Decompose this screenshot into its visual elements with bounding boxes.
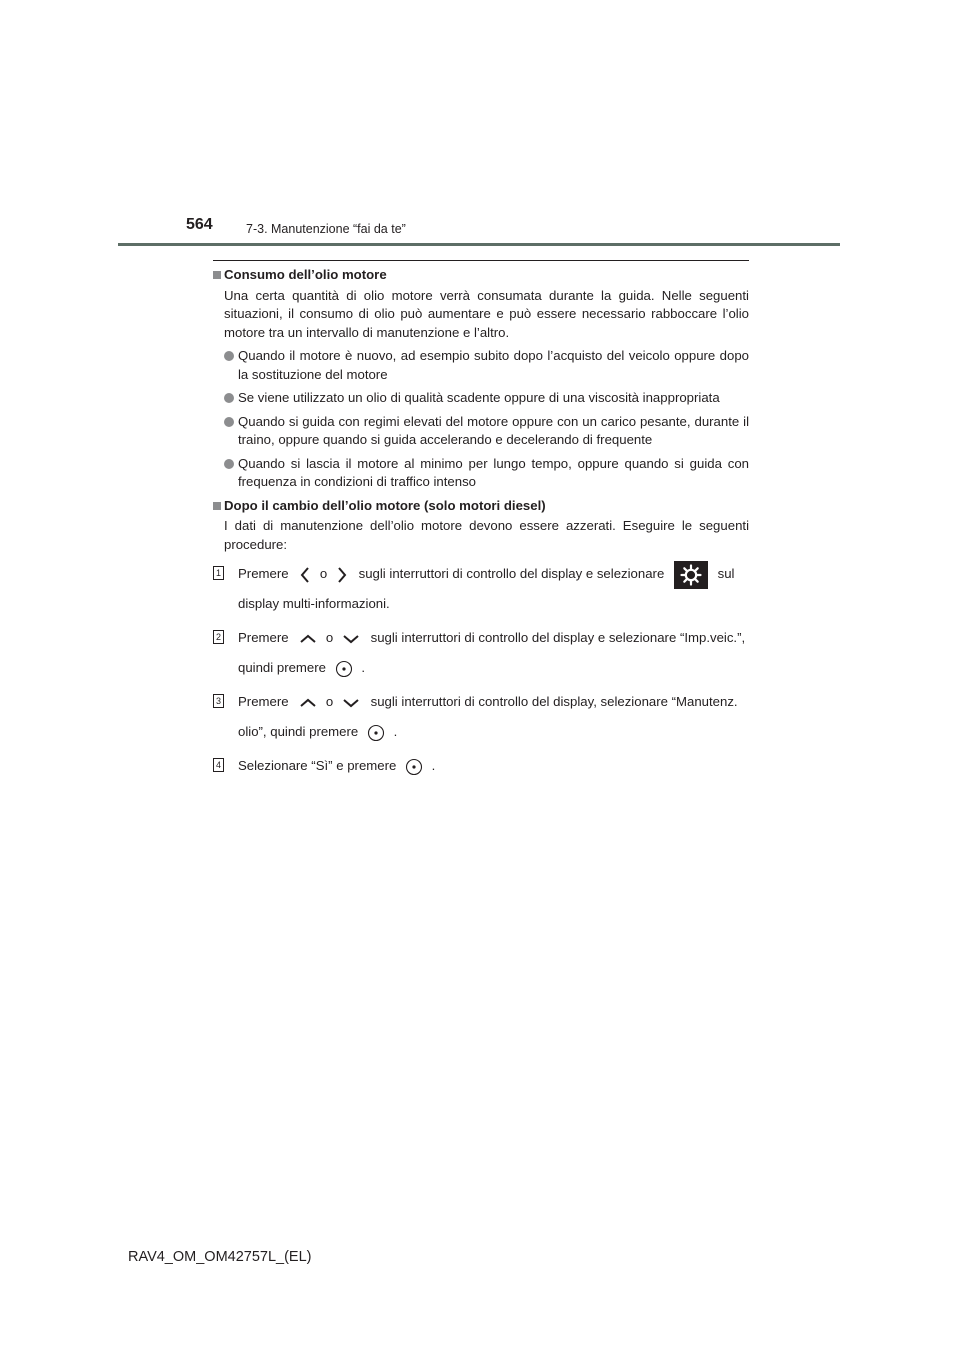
square-bullet-icon — [213, 502, 221, 510]
enter-button-icon — [335, 660, 353, 678]
header-rule — [118, 243, 840, 246]
enter-button-icon — [367, 724, 385, 742]
list-item: Quando si lascia il motore al minimo per lungo tempo, oppure quando si guida con frequenza in condizioni di traffico intenso — [213, 455, 749, 492]
section-heading: Dopo il cambio dell’olio motore (solo motori diesel) — [213, 497, 749, 516]
square-bullet-icon — [213, 271, 221, 279]
chevron-up-icon — [300, 698, 316, 708]
chevron-down-icon — [343, 698, 359, 708]
chevron-down-icon — [343, 634, 359, 644]
list-item: Se viene utilizzato un olio di qualità scadente oppure di una viscosità inappropriata — [213, 389, 749, 408]
step-3: 3 Premere o sugli interruttori di controllo del display, selezionare “Manutenz. olio”, quindi premere . — [213, 687, 749, 747]
list-item: Quando si guida con regimi elevati del motore oppure con un carico pesante, durante il traino, oppure quando si guida accelerando e decelerando di frequente — [213, 413, 749, 450]
round-bullet-icon — [224, 393, 234, 403]
section-title: 7-3. Manutenzione “fai da te” — [246, 222, 406, 236]
step-number: 1 — [213, 566, 224, 580]
gear-icon — [674, 561, 708, 589]
step-2: 2 Premere o sugli interruttori di controllo del display e selezionare “Imp.veic.”, quindi premere . — [213, 623, 749, 683]
round-bullet-icon — [224, 459, 234, 469]
chevron-left-icon — [300, 567, 310, 583]
step-1: 1 Premere o sugli interruttori di controllo del display e selezionare sul display multi-informazioni. — [213, 559, 749, 619]
section-intro: Una certa quantità di olio motore verrà consumata durante la guida. Nelle seguenti situazioni, il consumo di olio può aumentare e può essere necessario rabboccare l’olio motore tra un intervallo di manutenzione e l’altro. — [224, 287, 749, 340]
step-number: 3 — [213, 694, 224, 708]
step-4: 4 Selezionare “Sì” e premere . — [213, 751, 749, 781]
chevron-right-icon — [337, 567, 347, 583]
section-intro: I dati di manutenzione dell’olio motore devono essere azzerati. Eseguire le seguenti procedure: — [224, 518, 749, 552]
round-bullet-icon — [224, 417, 234, 427]
list-item: Quando il motore è nuovo, ad esempio subito dopo l’acquisto del veicolo oppure dopo la sostituzione del motore — [213, 347, 749, 384]
step-number: 4 — [213, 758, 224, 772]
content-rule — [213, 260, 749, 261]
page-number: 564 — [186, 216, 213, 233]
document-code: RAV4_OM_OM42757L_(EL) — [128, 1249, 312, 1265]
step-number: 2 — [213, 630, 224, 644]
enter-button-icon — [405, 758, 423, 776]
section-heading: Consumo dell’olio motore — [213, 266, 749, 285]
chevron-up-icon — [300, 634, 316, 644]
content — [213, 266, 749, 781]
round-bullet-icon — [224, 351, 234, 361]
